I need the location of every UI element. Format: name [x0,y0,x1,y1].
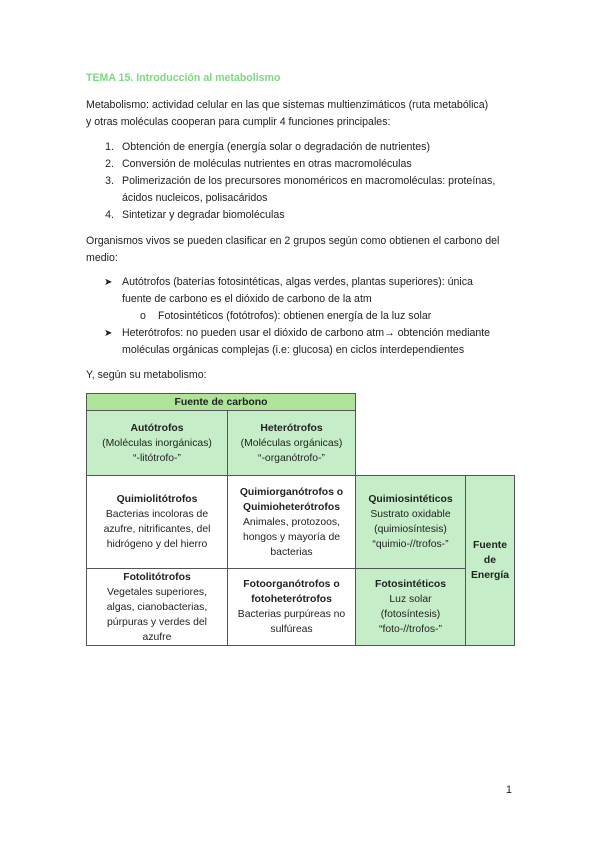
list-item: Polimerización de los precursores monoméricos en macromoléculas: proteínas, [122,175,496,187]
cell-text: hongos y mayoría de [242,531,341,543]
cell-text: Autótrofos [130,422,184,434]
list-number: 3. [105,175,114,187]
cell-text: hidrógeno y del hierro [106,539,208,550]
list-item: Sintetizar y degradar biomoléculas [122,209,285,221]
groups-intro: medio: [86,252,118,264]
intro-line: y otras moléculas cooperan para cumplir 4 funciones principales: [86,116,391,128]
cell-text: Fotolitótrofos [123,571,191,583]
cell-autotrofos [86,410,228,476]
list-number: 4. [105,209,114,221]
cell-text: Luz solar [389,594,432,605]
cell-text: (quimiosíntesis) [374,524,447,535]
cell-text: Bacterias purpúreas no [237,609,346,620]
cell-text: Fuente de carbono [174,396,268,408]
cell-quimiorganotrofos [227,475,356,569]
cell-fotoorganotrofos [227,568,356,646]
header-carbon-source [86,393,356,411]
cell-text: “-litótrofo-” [133,452,181,464]
list-number: 2. [105,158,114,170]
sub-bullet-fotosinteticos: Fotosintéticos (fotótrofos): obtienen energía de la luz solar [158,310,432,322]
bullet-autotrofos: fuente de carbono es el dióxido de carbono de la atm [122,293,372,305]
cell-text: Fotoorganótrofos o [243,579,340,590]
cell-text: azufre, nitrificantes, del [103,524,211,535]
cell-text: Energía [470,570,510,581]
cell-fotolitotrofos [86,568,228,646]
cell-energy-source [465,475,515,646]
cell-text: (fotosíntesis) [380,609,441,620]
cell-text: Fuente [472,540,508,551]
page-number: 1 [506,784,512,796]
cell-text: Animales, protozoos, [242,516,341,528]
cell-text: Bacterias incoloras de [105,509,209,520]
bullet-autotrofos: Autótrofos (baterías fotosintéticas, algas verdes, plantas superiores): única [122,276,473,288]
cell-text: “-organótrofo-” [258,452,325,464]
cell-text: “quimio-//trofos-” [372,539,449,550]
cell-fotosinteticos [355,568,466,646]
cell-text: bacterias [270,546,313,558]
groups-intro: Organismos vivos se pueden clasificar en 2 grupos según como obtienen el carbono del [86,235,500,247]
cell-text: de [483,555,497,566]
cell-text: “foto-//trofos-” [379,624,442,635]
cell-heterotrofos [227,410,356,476]
list-number: 1. [105,141,114,153]
list-item: Conversión de moléculas nutrientes en otras macromoléculas [122,158,412,170]
bullet-heterotrofos: Heterótrofos: no pueden usar el dióxido de carbono atm→ obtención mediante [122,327,491,339]
metabolism-intro: Y, según su metabolismo: [86,369,207,381]
cell-text: Quimiorganótrofos o [239,486,344,498]
intro-line: Metabolismo: actividad celular en las que sistemas multienzimáticos (ruta metabólica) [86,99,489,111]
list-item: Obtención de energía (energía solar o degradación de nutrientes) [122,141,431,153]
cell-text: púrpuras y verdes del [107,616,207,628]
cell-text: Sustrato oxidable [370,509,451,520]
cell-text: Quimiosintéticos [368,494,453,505]
list-item: ácidos nucleicos, polisacáridos [122,192,268,204]
cell-text: azufre [142,631,172,643]
page-title: TEMA 15. Introducción al metabolismo [86,72,281,84]
cell-quimiolitotrofos [86,475,228,569]
cell-text: sulfúreas [270,624,313,635]
cell-text: Quimiolitótrofos [116,494,198,505]
cell-text: (Moléculas inorgánicas) [102,437,212,449]
cell-text: Heterótrofos [260,422,323,434]
cell-text: algas, cianobacterias, [106,601,208,613]
arrow-bullet-icon: ➤ [104,277,113,288]
cell-quimiosinteticos [355,475,466,569]
bullet-heterotrofos: moléculas orgánicas complejas (i.e: glucosa) en ciclos interdependientes [122,344,465,356]
cell-text: Vegetales superiores, [107,586,207,598]
cell-text: Quimioheterótrofos [243,501,340,513]
arrow-bullet-icon: ➤ [104,328,113,339]
cell-text: Fotosintéticos [374,579,446,590]
cell-text: (Moléculas orgánicas) [240,437,343,449]
sub-bullet-marker: o [140,310,146,322]
cell-text: fotoheterótrofos [251,594,332,605]
